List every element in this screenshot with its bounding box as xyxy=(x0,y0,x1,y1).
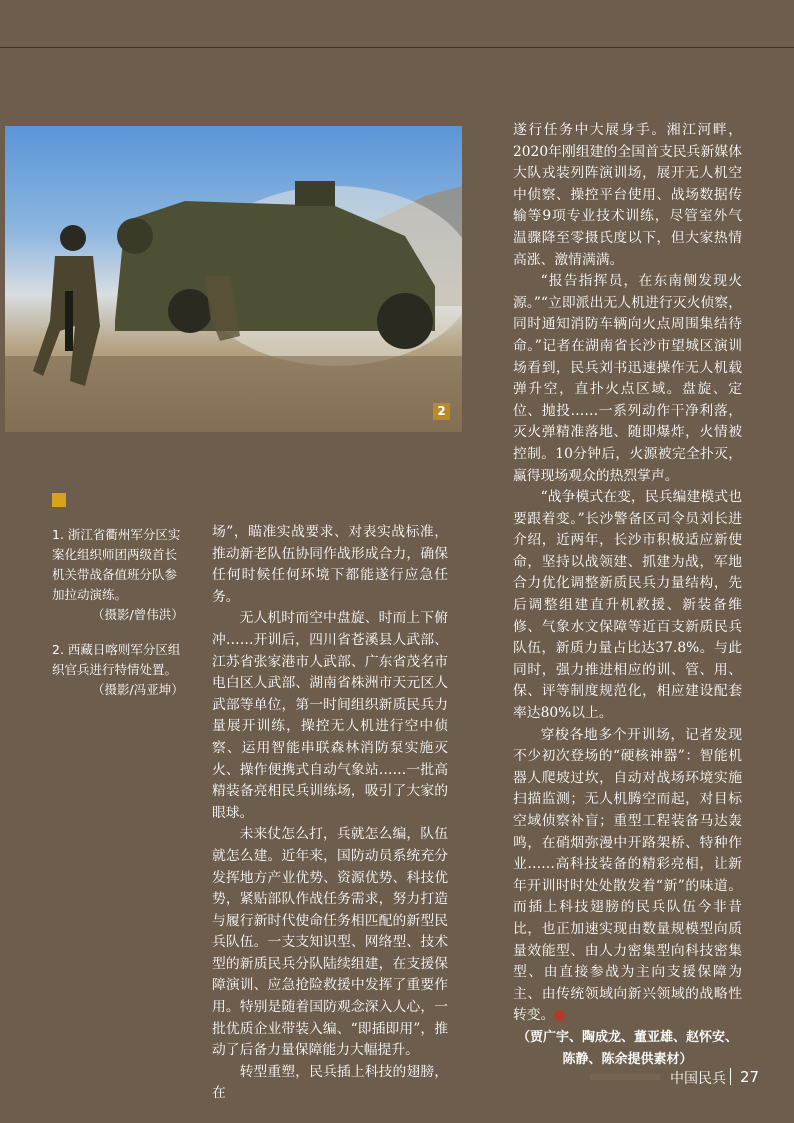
caption-2 xyxy=(52,640,182,700)
footer-ghost-text xyxy=(590,1074,660,1080)
paragraph-text: 穿梭各地多个开训场，记者发现不少初次登场的“硬核神器”：智能机器人爬坡过坎，自动对战场环境实施扫描监测；无人机腾空而起，对目标空域侦察补盲；重型工程装备马达轰鸣，在硝烟弥漫中开路架桥、特种作业……高科技装备的精彩亮相，让新年开训时时处处散发着“新”的味道。而插上科技翅膀的民兵队伍今非昔比，也正加速实现由数量规模型向质量效能型、由人力密集型向科技密集型、由直接参战为主向支援保障为主、由传统领域向新兴领域的战略性转变。 xyxy=(513,726,742,1024)
training-photo xyxy=(5,126,462,432)
caption-marker xyxy=(52,493,66,507)
footer-divider xyxy=(730,1068,731,1085)
header-rule xyxy=(0,47,794,48)
paragraph: 转型重塑，民兵插上科技的翅膀，在 xyxy=(212,1063,448,1102)
caption-1 xyxy=(52,525,182,625)
paragraph: 未来仗怎么打，兵就怎么编，队伍就怎么建。近年来，国防动员系统充分发挥地方产业优势、资源优势、科技优势，紧贴部队作战任务需求，努力打造与履行新时代使命任务相匹配的新型民兵队伍。一支支知识型、网络型、技术型的新质民兵分队陆续组建，在支援保障演训、应急抢险救援中发挥了重要作用。特别是随着国防观念深入人心，一批优质企业带装入编、“即插即用”，推动了后备力量保障能力大幅提升。 xyxy=(212,826,448,1059)
photo-number-badge: 2 xyxy=(433,403,450,420)
paragraph: 无人机时而空中盘旋、时而上下俯冲……开训后，四川省苍溪县人武部、江苏省张家港市人武部、广东省茂名市电白区人武部、湖南省株洲市天元区人武部等单位，第一时间组织新质民兵力量展开训练，操控无人机进行空中侦察、运用智能串联森林消防泵实施灭火、操作便携式自动气象站……一批高精装备亮相民兵训练场，吸引了大家的眼球。 xyxy=(212,610,448,821)
article-column-right xyxy=(513,120,742,1070)
caption-text: 1. 浙江省衢州军分区实案化组织师团两级首长机关带战备值班分队参加拉动演练。 xyxy=(52,527,181,602)
paragraph: 场”，瞄准实战要求、对表实战标准，推动新老队伍协同作战形成合力，确保任何时候任何环境下都能遂行应急任务。 xyxy=(212,524,448,605)
end-of-article-icon xyxy=(554,1010,565,1021)
article-column-middle xyxy=(212,522,448,1105)
paragraph: “战争模式在变，民兵编建模式也要跟着变。”长沙警备区司令员刘长进介绍，近两年，长沙市积极适应新使命，坚持以战领建、抓建为战，军地合力优化调整新质民兵力量结构，先后调整组建直升机救援、新装备维修、气象水文保障等近百支新质民兵队伍，新质力量占比达37.8%。与此同时，强力推进相应的训、管、用、保、评等制度规范化，相应建设配套率达80%以上。 xyxy=(513,489,742,722)
source-credits: （贾广宇、陶成龙、董亚雄、赵怀安、陈静、陈余提供素材） xyxy=(516,1029,738,1067)
paragraph: 遂行任务中大展身手。湘江河畔，2020年刚组建的全国首支民兵新媒体大队戎装列阵演训场，展开无人机空中侦察、操控平台使用、战场数据传输等9项专业技术训练，尽管室外气温骤降至零摄氏度以下，但大家热情高涨、激情满满。 xyxy=(513,122,742,268)
paragraph: “报告指挥员，在东南侧发现火源。”“立即派出无人机进行灭火侦察，同时通知消防车辆向火点周围集结待命。”记者在湖南省长沙市望城区演训场看到，民兵刘书迅速操作无人机载弹升空，直扑火点区域。盘旋、定位、抛投……一系列动作干净利落，灭火弹精准落地、随即爆炸，火情被控制。10分钟后，火源被完全扑灭，赢得现场观众的热烈掌声。 xyxy=(513,273,742,484)
magazine-name: 中国民兵 xyxy=(670,1071,726,1087)
caption-text: 2. 西藏日喀则军分区组织官兵进行特情处置。 xyxy=(52,642,181,677)
page-number: 27 xyxy=(740,1068,760,1086)
caption-credit: （摄影/冯亚坤） xyxy=(92,682,184,697)
paragraph-last xyxy=(513,725,742,1027)
caption-credit: （摄影/曾伟洪） xyxy=(92,607,184,622)
soldiers-vehicle-illustration xyxy=(5,126,462,432)
